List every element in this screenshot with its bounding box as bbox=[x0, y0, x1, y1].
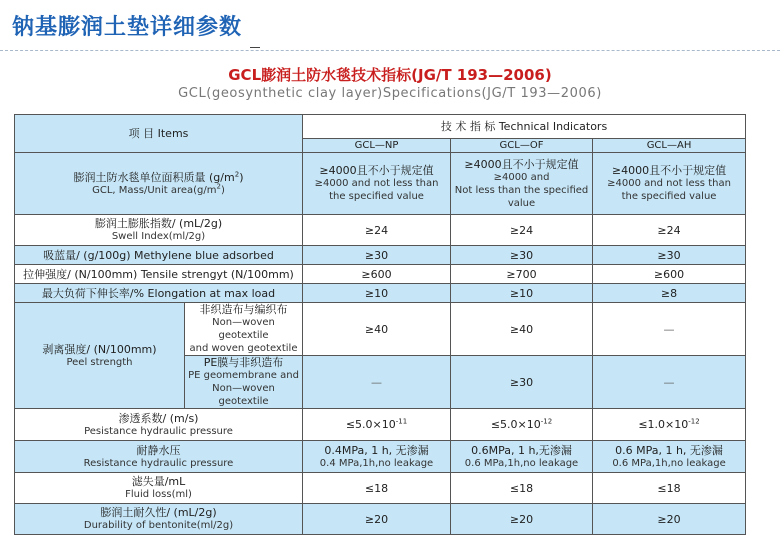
row-peel-1 bbox=[15, 303, 746, 356]
row-fluid-label: 滤失量/mL Fluid loss(ml) bbox=[15, 473, 303, 504]
row-peel-sub2-of: ≥30 bbox=[451, 356, 593, 409]
row-blue-of: ≥30 bbox=[451, 246, 593, 265]
header-tech: 技 术 指 标 Technical Indicators bbox=[440, 119, 608, 133]
col-header-np: GCL—NP bbox=[303, 139, 451, 153]
row-swell bbox=[15, 215, 746, 246]
spec-title-cn: GCL膨润土防水毯技术指标(JG/T 193—2006) bbox=[228, 66, 552, 84]
header-divider bbox=[0, 50, 780, 51]
row-permeability-ah: $\le 1.0\times 10^{-12}$ bbox=[593, 409, 746, 441]
page-title: 钠基膨润土垫详细参数 bbox=[12, 15, 243, 40]
row-elongation-label: 最大负荷下伸长率/% Elongation at max load bbox=[15, 284, 303, 303]
row-fluid-np: ≤18 bbox=[303, 473, 451, 504]
header-tick bbox=[250, 47, 260, 48]
row-tensile-of: ≥700 bbox=[451, 265, 593, 284]
row-fluid bbox=[15, 473, 746, 504]
row-durability-of: ≥20 bbox=[451, 504, 593, 535]
row-permeability-of: $\le 5.0\times 10^{-12}$ bbox=[451, 409, 593, 441]
row-fluid-of: ≤18 bbox=[451, 473, 593, 504]
row-tensile-label: 拉伸强度/ (N/100mm) Tensile strengyt (N/100mm) bbox=[15, 265, 303, 284]
row-blue-ah: ≥30 bbox=[593, 246, 746, 265]
spec-title-en: GCL(geosynthetic clay layer)Specifications(JG/T 193—2006) bbox=[178, 86, 602, 101]
header-tech-cell bbox=[303, 115, 746, 139]
row-blue-label: 吸蓝量/ (g/100g) Methylene blue adsorbed bbox=[15, 246, 303, 265]
row-elongation-ah: ≥8 bbox=[593, 284, 746, 303]
row-tensile bbox=[15, 265, 746, 284]
row-hydro-np: 0.4MPa, 1 h, 无渗漏 0.4 MPa,1h,no leakage bbox=[303, 441, 451, 473]
row-swell-of: ≥24 bbox=[451, 215, 593, 246]
row-mass-label: 膨润土防水毯单位面积质量 $(g/m^2)$ GCL, Mass/Unit $area(g/m^2)$ bbox=[15, 153, 303, 215]
row-blue-np: ≥30 bbox=[303, 246, 451, 265]
row-durability-ah: ≥20 bbox=[593, 504, 746, 535]
row-peel-sub2-ah: — bbox=[593, 356, 746, 409]
row-peel-sub2-np: — bbox=[303, 356, 451, 409]
row-mass-ah: ≥4000且不小于规定值 ≥4000 and not less than the specified value bbox=[593, 153, 746, 215]
row-blue bbox=[15, 246, 746, 265]
row-peel-sub1-label: 非织造布与编织布 Non—woven geotextile and woven geotextile bbox=[185, 303, 303, 356]
row-hydro-ah: 0.6 MPa, 1 h, 无渗漏 0.6 MPa,1h,no leakage bbox=[593, 441, 746, 473]
row-hydro-label: 耐静水压 Resistance hydraulic pressure bbox=[15, 441, 303, 473]
row-hydro-of: 0.6MPa, 1 h,无渗漏 0.6 MPa,1h,no leakage bbox=[451, 441, 593, 473]
row-swell-np: ≥24 bbox=[303, 215, 451, 246]
row-elongation-np: ≥10 bbox=[303, 284, 451, 303]
page-header bbox=[0, 0, 780, 52]
row-peel-sub1-ah: — bbox=[593, 303, 746, 356]
header-item-cell bbox=[15, 115, 303, 153]
row-permeability-np: $\le 5.0\times 10^{-11}$ bbox=[303, 409, 451, 441]
row-swell-ah: ≥24 bbox=[593, 215, 746, 246]
row-peel-sub1-np: ≥40 bbox=[303, 303, 451, 356]
row-swell-label: 膨润土膨胀指数/ (mL/2g) Swell Index(ml/2g) bbox=[15, 215, 303, 246]
row-elongation bbox=[15, 284, 746, 303]
row-mass bbox=[15, 153, 746, 215]
row-peel-sub1-of: ≥40 bbox=[451, 303, 593, 356]
row-peel-label: 剥离强度/ (N/100mm) Peel strength bbox=[15, 303, 185, 409]
row-mass-en: GCL, Mass/Unit area(g/m bbox=[92, 184, 217, 196]
row-fluid-ah: ≤18 bbox=[593, 473, 746, 504]
row-tensile-np: ≥600 bbox=[303, 265, 451, 284]
row-permeability-label: 渗透系数/ (m/s) Pesistance hydraulic pressure bbox=[15, 409, 303, 441]
row-mass-of: ≥4000且不小于规定值 ≥4000 and Not less than the specified value bbox=[451, 153, 593, 215]
row-mass-np: ≥4000且不小于规定值 ≥4000 and not less than the specified value bbox=[303, 153, 451, 215]
row-peel-sub2-label: PE膜与非织造布 PE geomembrane and Non—woven geotextile bbox=[185, 356, 303, 409]
row-elongation-of: ≥10 bbox=[451, 284, 593, 303]
row-permeability bbox=[15, 409, 746, 441]
row-hydro bbox=[15, 441, 746, 473]
spec-table bbox=[14, 114, 746, 535]
row-durability-np: ≥20 bbox=[303, 504, 451, 535]
row-durability bbox=[15, 504, 746, 535]
col-header-of: GCL—OF bbox=[451, 139, 593, 153]
row-tensile-ah: ≥600 bbox=[593, 265, 746, 284]
col-header-ah: GCL—AH bbox=[593, 139, 746, 153]
row-durability-label: 膨润土耐久性/ (mL/2g) Durability of bentonite(ml/2g) bbox=[15, 504, 303, 535]
header-item: 项 目 Items bbox=[128, 126, 189, 140]
row-mass-cn: 膨润土防水毯单位面积质量 (g/m bbox=[73, 170, 235, 184]
table-header-row bbox=[15, 115, 746, 139]
